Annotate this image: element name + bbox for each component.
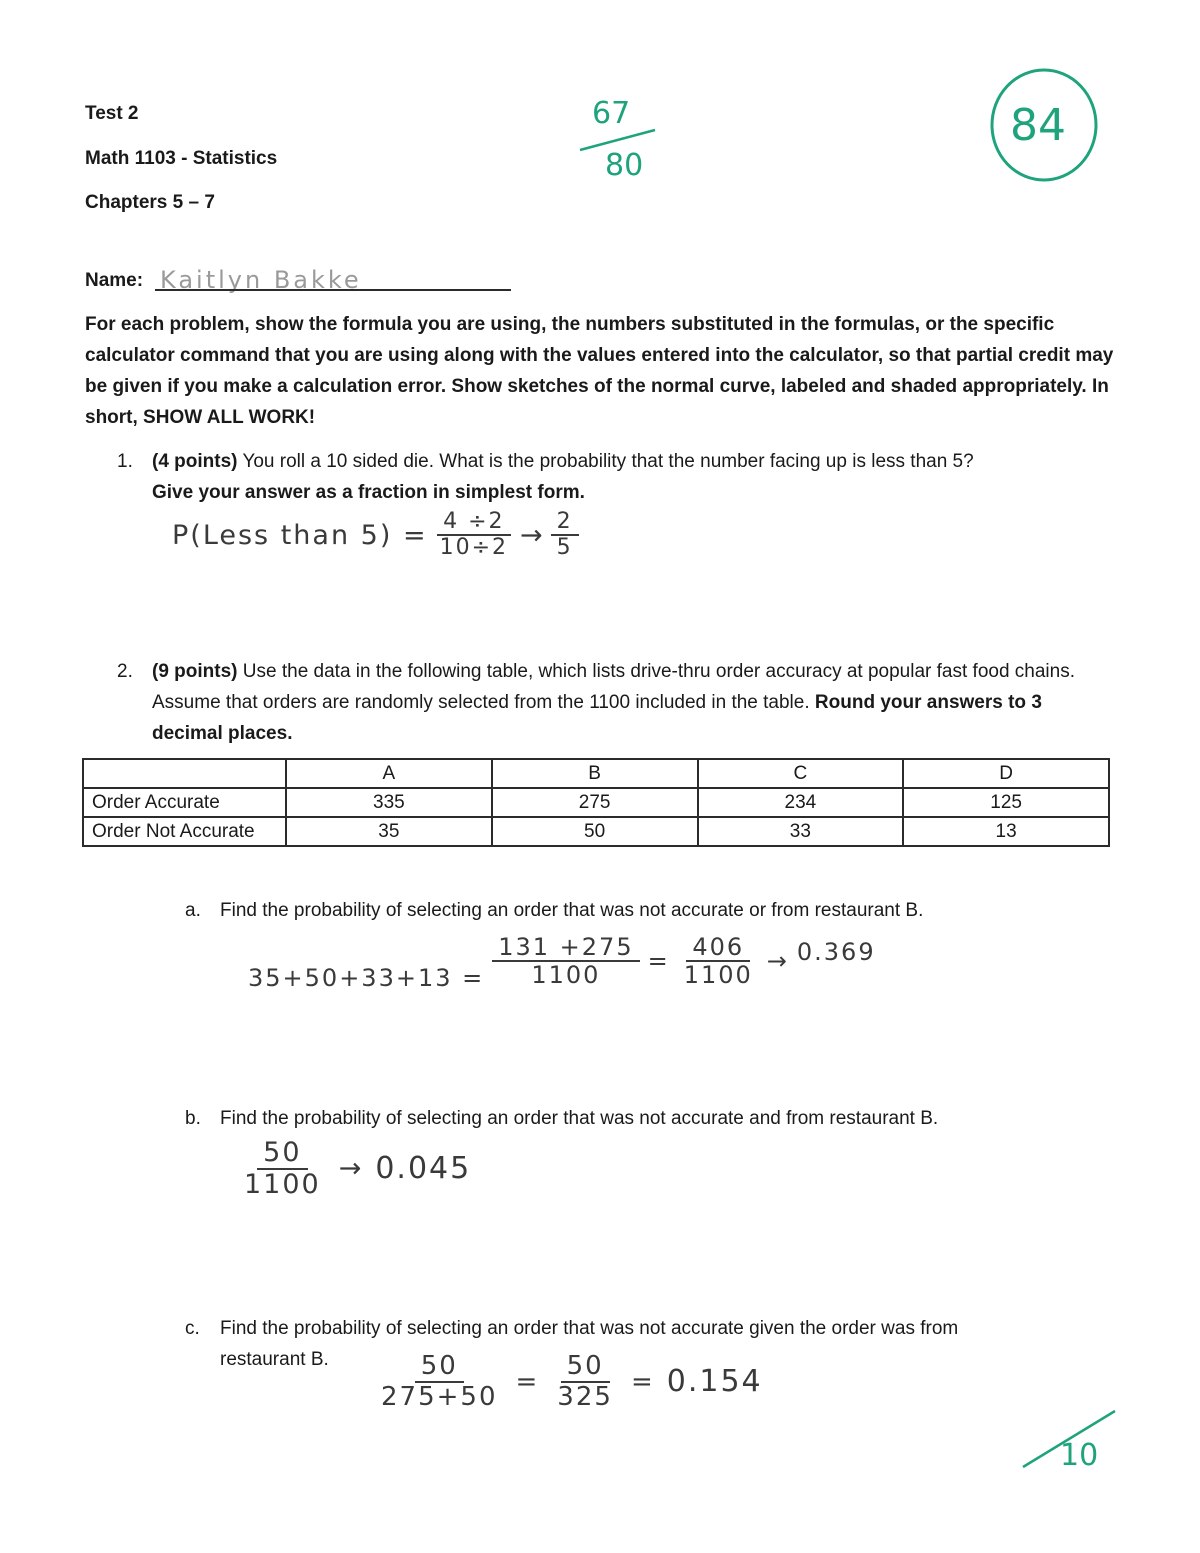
table-row-label: Order Accurate bbox=[83, 788, 286, 817]
q2c-letter: c. bbox=[185, 1318, 200, 1339]
q2c-fraction-1 bbox=[375, 1352, 504, 1411]
q1-text: You roll a 10 sided die. What is the probability that the number facing up is less than 5? bbox=[242, 451, 974, 472]
table-header-cell: A bbox=[286, 759, 492, 788]
q1-arrow: → bbox=[520, 519, 545, 551]
q1-instruction: Give your answer as a fraction in simplest form. bbox=[152, 482, 585, 503]
q2a-sum: 35+50+33+13 = bbox=[248, 964, 485, 992]
q2b-frac-den: 1100 bbox=[244, 1168, 321, 1200]
q2a-work bbox=[248, 930, 876, 992]
table-cell: 50 bbox=[492, 817, 698, 846]
chapters-label: Chapters 5 – 7 bbox=[85, 192, 215, 213]
q2b-frac-num: 50 bbox=[257, 1138, 307, 1170]
score-denominator: 80 bbox=[605, 148, 644, 183]
student-name: Kaitlyn Bakke bbox=[160, 266, 362, 294]
q1-answer bbox=[172, 510, 579, 560]
q2c-equals-1: = bbox=[515, 1366, 540, 1397]
q2a-text: Find the probability of selecting an order that was not accurate or from restaurant B. bbox=[220, 900, 924, 921]
q2-question bbox=[152, 656, 1112, 749]
q1-result-num: 2 bbox=[551, 510, 579, 536]
table-row bbox=[83, 788, 1109, 817]
q2c-text-continued: restaurant B. bbox=[220, 1349, 329, 1370]
table-header-row bbox=[83, 759, 1109, 788]
table-row bbox=[83, 817, 1109, 846]
table-header-cell: C bbox=[698, 759, 904, 788]
table-row-label: Order Not Accurate bbox=[83, 817, 286, 846]
q2-number: 2. bbox=[117, 661, 133, 682]
q1-answer-label: P(Less than 5) = bbox=[172, 519, 428, 551]
q2b-fraction bbox=[238, 1138, 327, 1199]
q1-question bbox=[152, 446, 1112, 477]
q1-result-den: 5 bbox=[556, 535, 573, 561]
q2b-arrow: → bbox=[338, 1153, 364, 1185]
q2c-work bbox=[375, 1352, 763, 1411]
q2a-result: 0.369 bbox=[796, 938, 876, 966]
page-mark-score: 10 bbox=[1060, 1438, 1099, 1473]
instructions: For each problem, show the formula you are using, the numbers substituted in the formulas, or the specific calculator command that you are using along with the values entered into the calculator, so that partial credit may be given if you make a calculation error. Show sketches of the normal curve, labeled and shaded appropriately. In short, SHOW ALL WORK! bbox=[85, 314, 1114, 428]
q2b-work bbox=[238, 1138, 471, 1199]
q2c-frac1-num: 50 bbox=[415, 1352, 464, 1383]
q2a-arrow: → bbox=[766, 947, 789, 975]
table-cell: 33 bbox=[698, 817, 904, 846]
q2b-text: Find the probability of selecting an order that was not accurate and from restaurant B. bbox=[220, 1108, 939, 1129]
q2a-fraction-1 bbox=[492, 934, 639, 989]
q1-work-num: 4 ÷2 bbox=[437, 510, 510, 536]
q1-points: (4 points) bbox=[152, 451, 238, 472]
table-header-cell: D bbox=[903, 759, 1109, 788]
grade-score: 84 bbox=[1010, 100, 1066, 151]
q2a-fraction-2 bbox=[678, 934, 759, 989]
q2-text: Use the data in the following table, which lists drive-thru order accuracy at popular fast food chains. Assume that orders are randomly selected from the 1100 included in the table. bbox=[152, 661, 1075, 713]
q2c-frac2-den: 325 bbox=[557, 1381, 613, 1412]
q1-result-fraction bbox=[551, 510, 579, 560]
q1-work-den: 10÷2 bbox=[439, 535, 509, 561]
q1-number: 1. bbox=[117, 451, 133, 472]
q2c-frac2-num: 50 bbox=[561, 1352, 610, 1383]
test-title: Test 2 bbox=[85, 103, 139, 124]
table-header-cell: B bbox=[492, 759, 698, 788]
table-cell: 234 bbox=[698, 788, 904, 817]
name-underline bbox=[155, 289, 511, 291]
q2b-letter: b. bbox=[185, 1108, 201, 1129]
q2c-fraction-2 bbox=[551, 1352, 619, 1411]
q2a-frac1-den: 1100 bbox=[531, 961, 601, 989]
q2a-frac1-num: 131 +275 bbox=[492, 934, 639, 962]
q2-points: (9 points) bbox=[152, 661, 238, 682]
q2-instruction: Round your answers to 3 decimal places. bbox=[152, 692, 1042, 744]
q2a-letter: a. bbox=[185, 900, 201, 921]
score-numerator: 67 bbox=[592, 96, 631, 131]
q2a-frac2-den: 1100 bbox=[683, 961, 753, 989]
q2c-frac1-den: 275+50 bbox=[381, 1381, 498, 1412]
table-cell: 13 bbox=[903, 817, 1109, 846]
table-cell: 275 bbox=[492, 788, 698, 817]
q2a-equals: = bbox=[647, 947, 670, 975]
q1-work-fraction bbox=[434, 510, 514, 560]
table-cell: 335 bbox=[286, 788, 492, 817]
q2b-result: 0.045 bbox=[375, 1151, 472, 1187]
course-title: Math 1103 - Statistics bbox=[85, 148, 278, 169]
table-header-cell bbox=[83, 759, 286, 788]
order-accuracy-table bbox=[82, 758, 1110, 847]
table-cell: 35 bbox=[286, 817, 492, 846]
q2a-frac2-num: 406 bbox=[686, 934, 750, 962]
q2c-equals-2: = bbox=[630, 1366, 655, 1397]
q2c-result: 0.154 bbox=[666, 1364, 763, 1400]
name-label: Name: bbox=[85, 270, 144, 291]
table-cell: 125 bbox=[903, 788, 1109, 817]
q2c-text: Find the probability of selecting an order that was not accurate given the order was from bbox=[220, 1318, 959, 1339]
